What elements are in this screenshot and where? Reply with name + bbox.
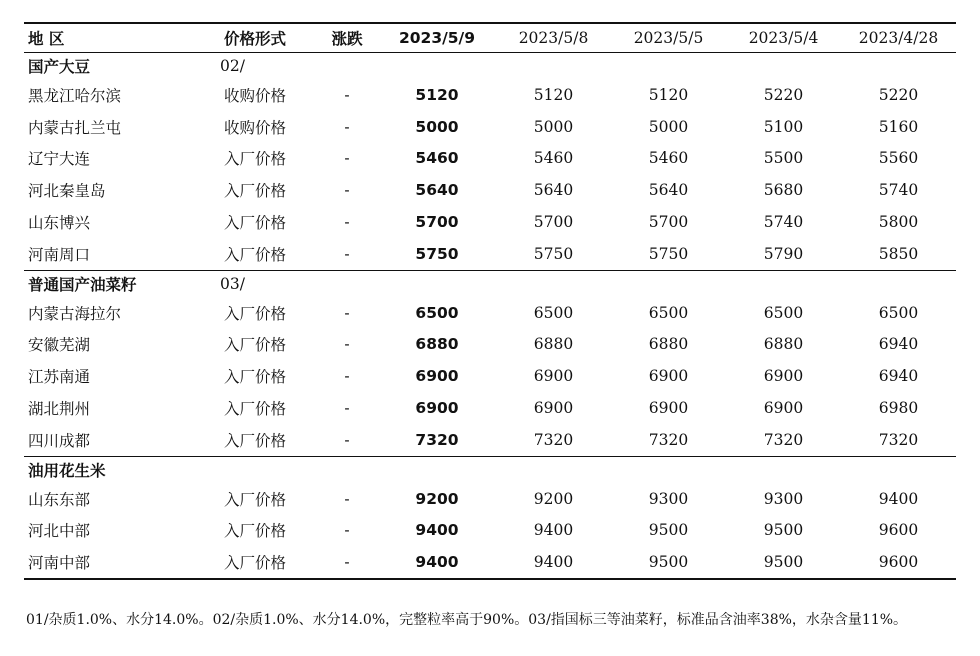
price-cell: 6980: [878, 399, 919, 418]
price-cell: 7320: [878, 430, 919, 449]
change-cell: -: [344, 244, 350, 263]
price-cell: 5460: [533, 149, 574, 168]
price-cell: 5680: [763, 181, 804, 200]
price-cell: 7320: [648, 430, 689, 449]
price-cell: 6900: [533, 367, 574, 386]
section-header-row: [24, 456, 956, 483]
region-cell: 河北中部: [28, 522, 91, 541]
price-cell: 5750: [533, 244, 574, 263]
region-cell: 山东东部: [28, 490, 91, 509]
price-cell: 9400: [496, 546, 611, 579]
price-cell: 6880: [763, 335, 804, 354]
change-cell: -: [344, 335, 350, 354]
price-cell: 9300: [648, 489, 689, 508]
current-price-cell: 5750: [415, 244, 459, 263]
table-header: [24, 23, 956, 53]
region-cell: 安徽芜湖: [28, 336, 91, 355]
price-cell: 7320: [763, 430, 804, 449]
price-form-cell: 入厂价格: [224, 182, 287, 201]
header-date: 2023/5/5: [611, 23, 726, 53]
header-date: 2023/4/28: [841, 23, 956, 53]
current-price-cell: 9400: [378, 546, 496, 579]
table-row: [24, 483, 956, 515]
section-title: 普通国产油菜籽: [24, 270, 220, 297]
price-cell: 6900: [648, 367, 689, 386]
table-row: [24, 424, 956, 456]
table-row: [24, 79, 956, 111]
price-cell: 5560: [878, 149, 919, 168]
change-cell: -: [344, 430, 350, 449]
section-2: [24, 456, 956, 579]
region-cell: 河南周口: [28, 245, 91, 264]
price-form-cell: 入厂价格: [220, 546, 316, 579]
change-cell: -: [344, 367, 350, 386]
table-row: [24, 206, 956, 238]
section-header-row: [24, 53, 956, 80]
table-row: [24, 174, 956, 206]
header-date: 2023/5/4: [726, 23, 841, 53]
current-price-cell: 7320: [415, 430, 459, 449]
price-form-cell: 入厂价格: [224, 368, 287, 387]
table-row: [24, 360, 956, 392]
table-row: [24, 111, 956, 143]
price-cell: 5220: [763, 85, 804, 104]
price-cell: 5100: [763, 117, 804, 136]
price-form-cell: 收购价格: [224, 118, 287, 137]
price-cell: 5750: [648, 244, 689, 263]
current-price-cell: 5640: [415, 181, 459, 200]
price-cell: 6500: [533, 303, 574, 322]
price-form-cell: 入厂价格: [224, 400, 287, 419]
price-cell: 6880: [648, 335, 689, 354]
current-price-cell: 5460: [415, 149, 459, 168]
price-cell: 5740: [763, 213, 804, 232]
price-cell: 6500: [648, 303, 689, 322]
section-1: [24, 270, 956, 456]
price-cell: 5640: [533, 181, 574, 200]
price-cell: 5000: [648, 117, 689, 136]
price-cell: 5700: [533, 213, 574, 232]
price-cell: 9400: [533, 521, 574, 540]
price-cell: 5500: [763, 149, 804, 168]
oilseed-price-table: [24, 22, 956, 580]
price-form-cell: 入厂价格: [224, 431, 287, 450]
region-cell: 河北秦皇岛: [28, 182, 106, 201]
price-cell: 9200: [533, 489, 574, 508]
price-cell: 6900: [763, 367, 804, 386]
header-price-form: 价格形式: [220, 23, 316, 53]
price-cell: 9500: [648, 521, 689, 540]
change-cell: -: [344, 85, 350, 104]
table-row: [24, 297, 956, 329]
change-cell: -: [344, 489, 350, 508]
price-form-cell: 入厂价格: [224, 245, 287, 264]
price-cell: 5640: [648, 181, 689, 200]
header-row: [24, 23, 956, 53]
price-form-cell: 入厂价格: [224, 304, 287, 323]
current-price-cell: 5000: [415, 117, 459, 136]
price-cell: 5460: [648, 149, 689, 168]
header-date: 2023/5/8: [496, 23, 611, 53]
section-title: 油用花生米: [24, 456, 220, 483]
current-price-cell: 6900: [415, 399, 459, 418]
price-cell: 6500: [763, 303, 804, 322]
current-price-cell: 5120: [415, 85, 459, 104]
region-cell: 内蒙古扎兰屯: [28, 118, 122, 137]
price-form-cell: 入厂价格: [224, 214, 287, 233]
region-cell: 山东博兴: [28, 214, 91, 233]
price-form-cell: 入厂价格: [224, 490, 287, 509]
region-cell: 湖北荆州: [28, 400, 91, 419]
current-price-cell: 5700: [415, 213, 459, 232]
table-row: [24, 143, 956, 175]
table-row: [24, 546, 956, 579]
price-cell: 5120: [533, 85, 574, 104]
section-note: [220, 456, 956, 483]
price-form-cell: 入厂价格: [224, 336, 287, 355]
header-region: 地 区: [24, 23, 220, 53]
table-row: [24, 329, 956, 361]
price-form-cell: 入厂价格: [224, 522, 287, 541]
price-cell: 6900: [763, 399, 804, 418]
price-cell: 6940: [878, 367, 919, 386]
price-cell: 6940: [878, 335, 919, 354]
footnote: 01/杂质1.0%、水分14.0%。02/杂质1.0%、水分14.0%，完整粒率高于90%。03/指国标三等油菜籽，标准品含油率38%，水杂含量11%。: [26, 612, 908, 628]
price-form-cell: 入厂价格: [224, 150, 287, 169]
section-note: 02/: [220, 53, 956, 80]
price-cell: 9600: [878, 521, 919, 540]
table-row: [24, 515, 956, 547]
price-cell: 6880: [533, 335, 574, 354]
header-change: 涨跌: [316, 23, 378, 53]
price-cell: 9500: [763, 521, 804, 540]
change-cell: -: [344, 213, 350, 232]
current-price-cell: 9200: [415, 489, 459, 508]
region-cell: 河南中部: [24, 546, 220, 579]
price-cell: 9500: [726, 546, 841, 579]
region-cell: 江苏南通: [28, 368, 91, 387]
price-cell: 5790: [763, 244, 804, 263]
price-cell: 6500: [878, 303, 919, 322]
change-cell: -: [344, 303, 350, 322]
header-date-current: 2023/5/9: [378, 23, 496, 53]
price-cell: 5000: [533, 117, 574, 136]
price-cell: 6900: [533, 399, 574, 418]
section-0: [24, 53, 956, 271]
region-cell: 黑龙江哈尔滨: [28, 86, 122, 105]
price-cell: 5220: [878, 85, 919, 104]
change-cell: -: [344, 117, 350, 136]
change-cell: -: [344, 521, 350, 540]
change-cell: -: [344, 149, 350, 168]
price-cell: 5850: [878, 244, 919, 263]
price-cell: 9400: [878, 489, 919, 508]
region-cell: 内蒙古海拉尔: [28, 304, 122, 323]
price-cell: 5740: [878, 181, 919, 200]
change-cell: -: [344, 181, 350, 200]
price-form-cell: 收购价格: [224, 86, 287, 105]
section-title: 国产大豆: [24, 53, 220, 80]
price-cell: 9500: [611, 546, 726, 579]
current-price-cell: 6500: [415, 303, 459, 322]
price-cell: 5800: [878, 213, 919, 232]
section-note: 03/: [220, 270, 956, 297]
table-row: [24, 392, 956, 424]
price-cell: 9300: [763, 489, 804, 508]
price-cell: 5160: [878, 117, 919, 136]
price-cell: 7320: [533, 430, 574, 449]
price-cell: 6900: [648, 399, 689, 418]
current-price-cell: 6900: [415, 367, 459, 386]
section-header-row: [24, 270, 956, 297]
price-cell: 5120: [648, 85, 689, 104]
current-price-cell: 6880: [415, 335, 459, 354]
price-cell: 5700: [648, 213, 689, 232]
price-cell: 9600: [841, 546, 956, 579]
change-cell: -: [344, 399, 350, 418]
current-price-cell: 9400: [415, 521, 459, 540]
table-row: [24, 238, 956, 270]
change-cell: -: [316, 546, 378, 579]
price-table-document: [24, 22, 956, 580]
region-cell: 四川成都: [28, 431, 91, 450]
region-cell: 辽宁大连: [28, 150, 91, 169]
